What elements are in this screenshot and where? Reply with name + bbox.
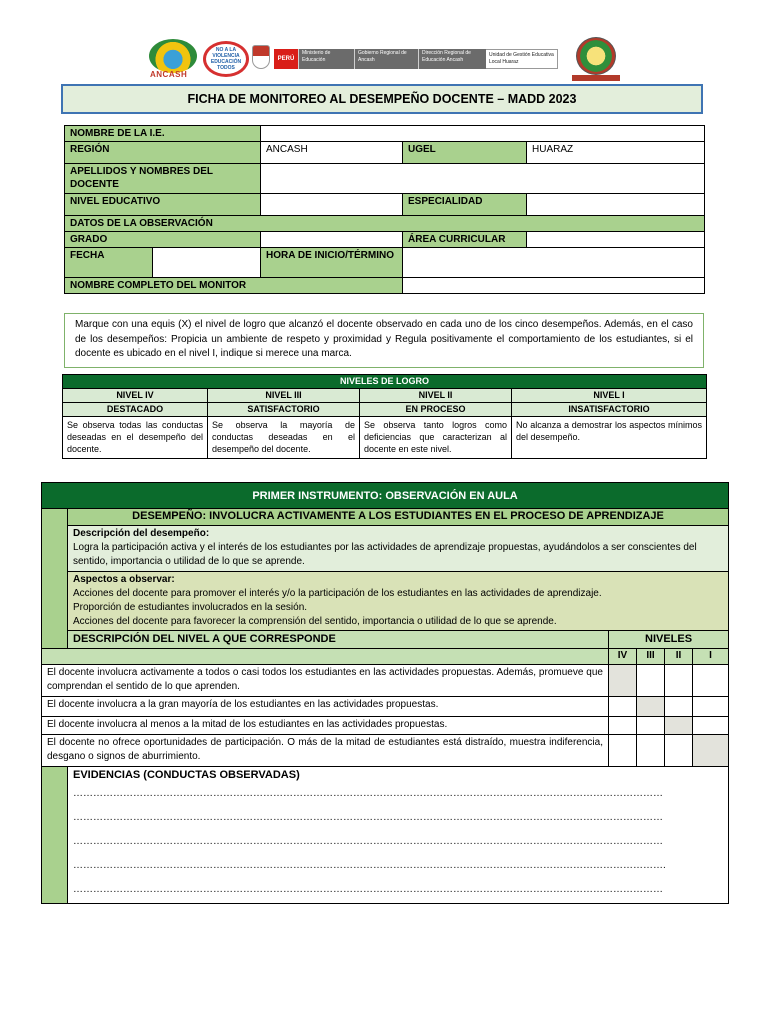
ministry-banner (274, 49, 558, 69)
level-col-i: I (693, 649, 729, 665)
education-campaign-logo-icon (203, 41, 249, 77)
level-iii-desc: Se observa la mayoría de conductas deseadas en el desempeño del docente. (208, 417, 360, 459)
level-iii-name: SATISFACTORIO (208, 403, 360, 417)
ugel-segment: Unidad de Gestión Educativa Local Huaraz (486, 49, 558, 69)
level-iv-desc: Se observa todas las conductas deseadas en el desempeño del docente. (63, 417, 208, 459)
evidence-sidebar (42, 767, 68, 904)
level-row-ii-check-iv[interactable] (609, 717, 637, 735)
peru-shield-icon (252, 45, 270, 69)
level-row-ii-check-i[interactable] (693, 717, 729, 735)
level-ii-name: EN PROCESO (360, 403, 512, 417)
page-title: FICHA DE MONITOREO AL DESEMPEÑO DOCENTE – MADD 2023 (61, 84, 703, 114)
level-row-iv-check-iii[interactable] (637, 665, 665, 697)
especialidad-label: ESPECIALIDAD (403, 194, 527, 216)
peru-tag: PERÚ (274, 49, 298, 69)
level-row-iv-check-i[interactable] (693, 665, 729, 697)
evidence-area[interactable] (68, 767, 729, 904)
general-data-table (64, 125, 705, 294)
hora-label: HORA DE INICIO/TÉRMINO (261, 248, 403, 278)
level-row-i-check-i[interactable] (693, 735, 729, 767)
level-i-desc: No alcanza a demostrar los aspectos mínimos del desempeño. (512, 417, 707, 459)
education-campaign-text: NO A LA VIOLENCIA EDUCACIÓN TODOS (210, 47, 242, 71)
instrument-sidebar (42, 509, 68, 649)
docente-field[interactable] (261, 164, 705, 194)
level-iv-name: DESTACADO (63, 403, 208, 417)
aspects-to-observe (68, 572, 729, 631)
desempeno-title: DESEMPEÑO: INVOLUCRA ACTIVAMENTE A LOS ESTUDIANTES EN EL PROCESO DE APRENDIZAJE (68, 509, 729, 526)
level-i-name: INSATISFACTORIO (512, 403, 707, 417)
achievement-levels-table (62, 374, 707, 459)
aspects-label: Aspectos a observar: (73, 574, 175, 585)
ugel-field[interactable]: HUARAZ (527, 142, 705, 164)
level-col-ii: II (665, 649, 693, 665)
level-row-i-check-ii[interactable] (665, 735, 693, 767)
level-row-iii-check-iii[interactable] (637, 697, 665, 717)
nivel-label: NIVEL EDUCATIVO (65, 194, 261, 216)
level-row-i-text: El docente no ofrece oportunidades de participación. O más de la mitad de estudiantes está distraído, muestra indiferencia, desgano o signos de aburrimiento. (42, 735, 609, 767)
region-field[interactable]: ANCASH (261, 142, 403, 164)
hora-field[interactable] (403, 248, 705, 278)
level-i-label: NIVEL I (512, 389, 707, 403)
docente-label: APELLIDOS Y NOMBRES DEL DOCENTE (65, 164, 261, 194)
monitor-label: NOMBRE COMPLETO DEL MONITOR (65, 278, 403, 294)
level-row-i-check-iii[interactable] (637, 735, 665, 767)
aspect-item: Acciones del docente para favorecer la comprensión del sentido, importancia o utilidad de lo que se aprende. (73, 616, 557, 627)
level-row-iii-check-ii[interactable] (665, 697, 693, 717)
level-col-iii: III (637, 649, 665, 665)
desempeno-description (68, 526, 729, 572)
ugel-label: UGEL (403, 142, 527, 164)
region-label: REGIÓN (65, 142, 261, 164)
ancash-logo-text: ANCASH (150, 70, 188, 79)
header-logos (146, 37, 620, 81)
level-ii-desc: Se observa tanto logros como deficiencias que caracterizan al docente en este nivel. (360, 417, 512, 459)
nivel-field[interactable] (261, 194, 403, 216)
area-field[interactable] (527, 232, 705, 248)
level-row-iii-check-i[interactable] (693, 697, 729, 717)
level-description-header-cont (42, 649, 609, 665)
regional-direction-segment: Dirección Regional de Educación Ancash (418, 49, 486, 69)
evidence-line[interactable]: ……………………………………………………………………………………………………………………………………………………………. (73, 860, 666, 871)
grado-label: GRADO (65, 232, 261, 248)
fecha-field[interactable] (153, 248, 261, 278)
level-row-iv-check-ii[interactable] (665, 665, 693, 697)
levels-title: NIVELES DE LOGRO (63, 375, 707, 389)
level-row-iii-check-iv[interactable] (609, 697, 637, 717)
especialidad-field[interactable] (527, 194, 705, 216)
instrument-table (41, 482, 729, 904)
instrument-title: PRIMER INSTRUMENTO: OBSERVACIÓN EN AULA (42, 483, 729, 509)
evidence-line[interactable]: …………………………………………………………………………………………………………………………………………………………… (73, 788, 663, 799)
ie-label: NOMBRE DE LA I.E. (65, 126, 261, 142)
grado-field[interactable] (261, 232, 403, 248)
levels-header: NIVELES (609, 631, 729, 649)
level-row-iii-text: El docente involucra a la gran mayoría de los estudiantes en las actividades propuestas. (42, 697, 609, 717)
datos-observacion-label: DATOS DE LA OBSERVACIÓN (65, 216, 705, 232)
level-iv-label: NIVEL IV (63, 389, 208, 403)
level-iii-label: NIVEL III (208, 389, 360, 403)
evidence-label: EVIDENCIAS (CONDUCTAS OBSERVADAS) (73, 769, 300, 781)
monitor-field[interactable] (403, 278, 705, 294)
instructions-box: Marque con una equis (X) el nivel de logro que alcanzó el docente observado en cada uno de los cinco desempeños. Además, en el caso de los desempeños: Propicia un ambiente de respeto y proximidad y Regula positivamente el comportamiento de los estudiantes, si el docente es ubicado en el nivel I, indique si merece una marca. (64, 313, 704, 368)
area-label: ÁREA CURRICULAR (403, 232, 527, 248)
level-ii-label: NIVEL II (360, 389, 512, 403)
evidence-line[interactable]: …………………………………………………………………………………………………………………………………………………………… (73, 884, 663, 895)
fecha-label: FECHA (65, 248, 153, 278)
level-col-iv: IV (609, 649, 637, 665)
description-label: Descripción del desempeño: (73, 528, 210, 539)
level-row-iv-check-iv[interactable] (609, 665, 637, 697)
level-row-ii-check-ii[interactable] (665, 717, 693, 735)
ie-field[interactable] (261, 126, 705, 142)
description-text: Logra la participación activa y el interés de los estudiantes por las actividades de aprendizaje propuestas, ayudándolos a ser conscientes del sentido, importancia o utilidad de lo que se aprende. (73, 542, 697, 567)
level-row-i-check-iv[interactable] (609, 735, 637, 767)
ministry-segment: Ministerio de Educación (298, 49, 354, 69)
ugel-huaraz-logo-icon (572, 37, 620, 81)
aspect-item: Proporción de estudiantes involucrados en la sesión. (73, 602, 308, 613)
regional-government-segment: Gobierno Regional de Ancash (354, 49, 418, 69)
evidence-line[interactable]: …………………………………………………………………………………………………………………………………………………………… (73, 836, 663, 847)
level-description-header: DESCRIPCIÓN DEL NIVEL A QUE CORRESPONDE (68, 631, 609, 649)
level-row-ii-check-iii[interactable] (637, 717, 665, 735)
level-row-iv-text: El docente involucra activamente a todos o casi todos los estudiantes en las actividades propuestas. Además, promueve que comprendan el sentido de lo que aprenden. (42, 665, 609, 697)
ancash-logo-icon (146, 39, 200, 79)
level-row-ii-text: El docente involucra al menos a la mitad de los estudiantes en las actividades propuestas. (42, 717, 609, 735)
aspect-item: Acciones del docente para promover el interés y/o la participación de los estudiantes en las actividades de aprendizaje. (73, 588, 602, 599)
evidence-line[interactable]: …………………………………………………………………………………………………………………………………………………………… (73, 812, 663, 823)
